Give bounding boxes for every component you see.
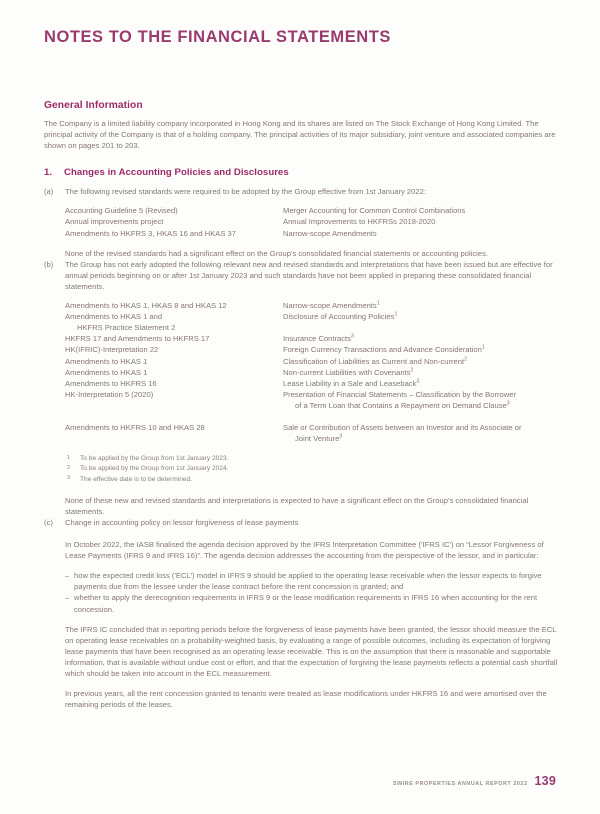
list-item-text: whether to apply the derecognition requirements in IFRS 9 or the lease modification requirements in IFRS 16 when accounting for the rent concession. [74,593,538,614]
footnote-marker: 3 [416,378,420,385]
note-1-title: Changes in Accounting Policies and Disclosures [64,167,289,179]
footnote-item [65,454,558,464]
standards-row [65,216,579,227]
clause-a [44,186,558,258]
standards-table-a [65,205,579,238]
standard-description: Sale or Contribution of Assets between an Investor and its Associate or Joint Venture$^3$ [283,422,579,444]
clause-c-paragraph-1: In October 2022, the IASB finalised the agenda decision approved by the IFRS Interpretation Committee ('IFRS IC') on “Lessor Forgiveness of Lease Payments (IFRS 9 and IFRS 16)”. The agenda decision addresses the accounting from the perspective of the lessor, and in particular: [65,540,544,561]
standard-description: Disclosure of Accounting Policies$^1$ [283,311,398,322]
standard-description-cont: of a Term Loan that Contains a Repayment on Demand Clause$^3$ [295,400,510,410]
footer-report-label: SWIRE PROPERTIES ANNUAL REPORT 2022 [392,781,528,787]
standard-name: Annual improvements project [65,217,164,227]
dash-bullet-icon: – [65,571,70,581]
clause-c-paragraph-3: In previous years, all the rent concession granted to tenants were treated as lease modifications under HKFRS 16 and were amortised over the remaining periods of the leases. [65,689,547,710]
clause-a-intro: The following revised standards were required to be adopted by the Group effective from 1st January 2022: [65,187,426,197]
clause-a-label: (a) [44,187,54,197]
footnote-marker: 3 [506,400,510,407]
standard-name: HK-Interpretation 5 (2020) [65,389,154,399]
clause-b-closing: None of these new and revised standards and interpretations is expected to have a significant effect on the Group's consolidated financial statements. [65,495,529,516]
list-item-text: how the expected credit loss ('ECL') model in IFRS 9 should be applied to the operating lease receivable when the lessor expects to forgive payments due from the lessee under the lease contract before the rent concession is granted; and [74,571,542,592]
note-1-number: 1. [44,167,53,179]
footnote-marker: 1 [481,344,485,351]
clause-c-bullets [65,570,558,614]
footnote-marker: 3 [67,475,70,482]
clause-b [44,259,558,517]
standard-description: Insurance Contracts$^3$ [283,333,354,344]
standards-row [65,344,579,355]
standards-row [65,300,579,311]
footnote-marker: 1 [394,311,398,318]
standard-name: Amendments to HKFRS 10 and HKAS 28 [65,422,205,432]
standard-description: Non-current Liabilities with Covenants$^2$ [283,367,414,377]
standard-name: Amendments to HKAS 1 [65,356,148,366]
standard-name: Accounting Guideline 5 (Revised) [65,206,178,216]
standards-row [65,389,579,411]
standards-row [65,367,579,378]
section-general-information [44,100,558,151]
clause-b-label: (b) [44,259,54,269]
standards-row [65,422,579,444]
footnotes-list [65,454,558,485]
standard-name: Amendments to HKFRS 16 [65,378,157,388]
footnote-marker: 1 [67,454,70,461]
general-information-heading: General Information [44,100,143,111]
standards-row [65,378,579,389]
standard-name: HK(IFRIC)-Interpretation 22 [65,345,159,355]
footnote-marker: 3 [350,333,354,340]
list-item [65,570,558,592]
note-1-heading [44,167,558,178]
footnote-marker: 1 [376,300,380,307]
standard-name: Amendments to HKFRS 3, HKAS 16 and HKAS 37 [65,228,236,238]
footnote-text: To be applied by the Group from 1st January 2024. [80,465,229,473]
standard-description: Annual Improvements to HKFRSs 2018-2020 [283,217,436,227]
footnote-text: The effective date is to be determined. [80,475,193,483]
general-information-paragraph: The Company is a limited liability company incorporated in Hong Kong and its shares are listed on The Stock Exchange of Hong Kong Limited. The principal activity of the Company is that of a holding company. The principal activities of its major subsidiary, joint venture and associated companies are shown on pages 201 to 203. [44,119,556,151]
standard-description: Foreign Currency Transactions and Advance Consideration$^1$ [283,344,485,355]
standards-row-spacer [65,411,579,422]
standards-row [65,356,579,367]
clause-c [44,517,558,710]
footnote-marker: 3 [339,433,343,440]
footnote-item [65,464,558,474]
standard-description: Presentation of Financial Statements – Classification by the Borrower of a Term Loan that Contains a Repayment on Demand Clause$^3$ [283,389,579,411]
clause-c-label: (c) [44,517,53,527]
page-footer [393,774,556,788]
footnote-marker: 2 [410,367,414,374]
standards-row [65,205,579,216]
page-title: NOTES TO THE FINANCIAL STATEMENTS [44,28,391,46]
footnote-marker: 2 [67,464,70,471]
document-content [44,100,558,710]
clause-a-closing: None of the revised standards had a significant effect on the Group's consolidated financial statements or accounting policies. [65,248,489,258]
standards-row [65,333,579,344]
standard-name-cont: HKFRS Practice Statement 2 [77,323,176,333]
standards-row [65,228,579,239]
standard-description: Narrow-scope Amendments$^1$ [283,300,380,311]
standards-table-b [65,300,579,444]
standard-description: Merger Accounting for Common Control Combinations [283,206,466,216]
clause-b-intro: The Group has not early adopted the following relevant new and revised standards and interpretations that have been issued but are effective for annual periods beginning on or after 1st January 2023 and such standards have not been applied in preparing these consolidated financial statements. [65,259,553,291]
standard-description: Narrow-scope Amendments [283,228,377,238]
standard-name: HKFRS 17 and Amendments to HKFRS 17 [65,334,210,344]
standards-row [65,311,579,333]
section-note-1 [44,167,558,710]
standard-name: Amendments to HKAS 1, HKAS 8 and HKAS 12 [65,301,227,311]
dash-bullet-icon: – [65,593,70,603]
standard-description-cont: Joint Venture$^3$ [295,433,343,444]
list-item [65,592,558,614]
footnote-marker: 2 [464,355,467,362]
clause-c-paragraph-2: The IFRS IC concluded that in reporting periods before the forgiveness of lease payments have been granted, the lessor should measure the ECL on operating lease receivables on a probability-weighted basis, by evaluating a range of possible outcomes, including its expectation of forgiving lease payments that have been recognised as an operating lease receivable. This is on the assumption that there is reasonable and supportable information, that is available without undue cost or effort, and that the expectation of forgiving the lease payments reflects a potential cash shortfall which should be taken into account in the ECL measurement. [65,624,558,678]
footnote-text: To be applied by the Group from 1st January 2023. [80,455,229,463]
standard-description: Classification of Liabilities as Current and Non-current$^2$ [283,355,467,366]
standard-description: Lease Liability in a Sale and Leaseback$^3$ [283,378,420,388]
footnote-item [65,475,558,485]
standard-name: Amendments to HKAS 1 [65,367,148,377]
standard-name: Amendments to HKAS 1 and HKFRS Practice Statement 2 [65,311,283,333]
footer-page-number: 139 [534,774,556,788]
clause-c-title: Change in accounting policy on lessor forgiveness of lease payments [65,517,299,527]
